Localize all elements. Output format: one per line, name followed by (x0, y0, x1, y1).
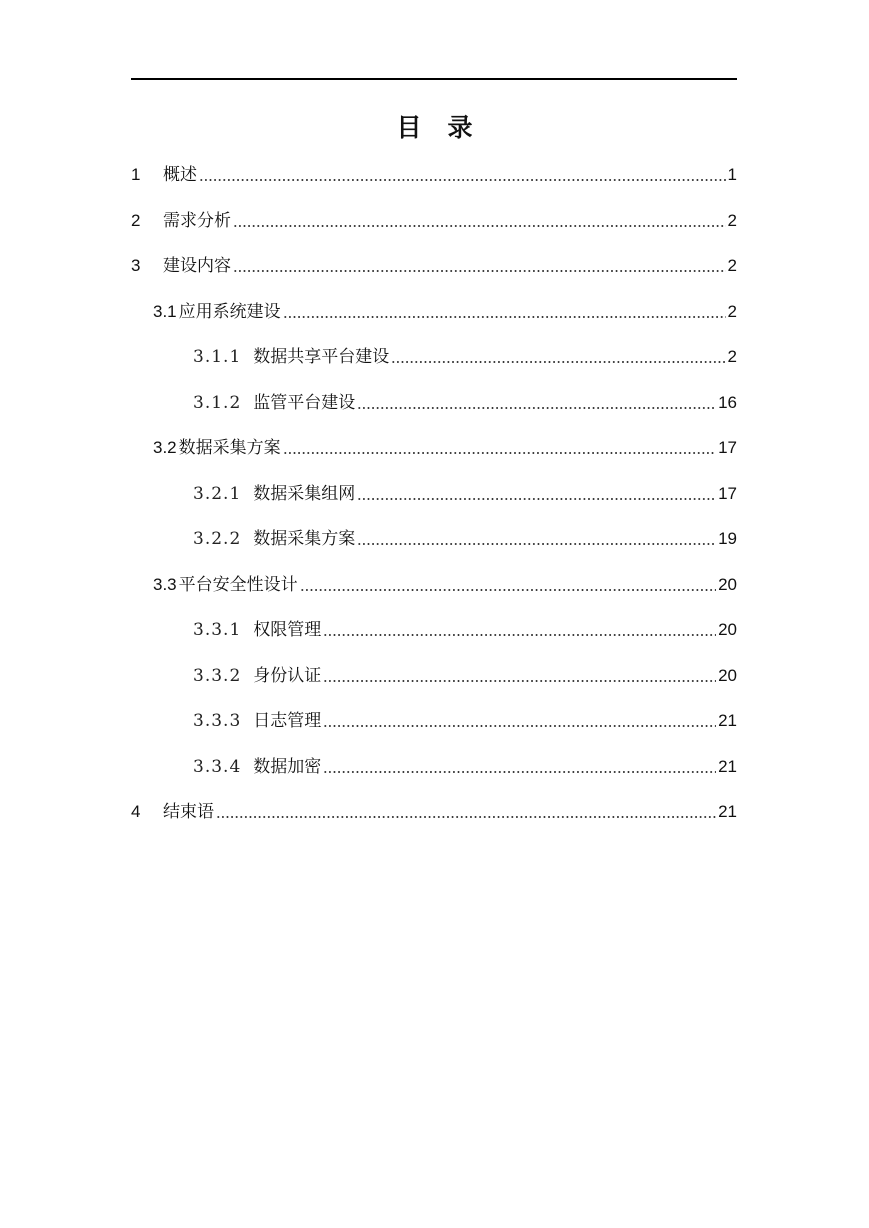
toc-entry-page: 2 (727, 210, 737, 230)
toc-entry-number: 3.2.2 (193, 529, 242, 549)
toc-entry-number: 3 (131, 256, 141, 275)
toc-entry-number: 3.3.1 (193, 620, 242, 640)
dot-leader (233, 269, 726, 273)
dot-leader (216, 815, 716, 819)
toc-entry-text: 身份认证 (253, 665, 322, 686)
toc-entry-page: 2 (727, 347, 737, 366)
toc-entry-3-1-2[interactable] (131, 384, 737, 414)
toc-entry-text: 建设内容 (163, 256, 231, 276)
toc-entry-number: 2 (131, 210, 141, 230)
dot-leader (323, 724, 716, 728)
toc-title-part2: 录 (447, 113, 473, 142)
toc-entry-page: 20 (718, 665, 737, 685)
toc-entry-page: 21 (718, 711, 737, 730)
toc-entry-number: 4 (131, 802, 141, 821)
toc-entry-page: 16 (718, 392, 737, 412)
toc-entry-3-3-3[interactable] (131, 702, 737, 732)
dot-leader (300, 588, 716, 592)
toc-entry-text: 数据加密 (253, 756, 322, 777)
dot-leader (283, 315, 726, 319)
toc-entry-number: 3.3.2 (193, 665, 242, 686)
toc-entry-number: 3.2.1 (193, 483, 242, 504)
dot-leader (357, 497, 716, 501)
toc-title (0, 108, 869, 144)
toc-entry-text: 日志管理 (253, 711, 322, 731)
toc-entry-text: 监管平台建设 (253, 392, 356, 413)
toc-entry-1[interactable] (131, 156, 737, 186)
toc-entry-number: 1 (131, 165, 141, 184)
toc-entry-2[interactable] (131, 202, 737, 232)
toc-entry-number: 3.3.3 (193, 711, 242, 731)
toc-entry-3-3-4[interactable] (131, 748, 737, 778)
dot-leader (323, 633, 716, 637)
dot-leader (233, 224, 726, 228)
toc-entry-3-1[interactable] (131, 293, 737, 323)
toc-entry-page: 2 (727, 256, 737, 275)
toc-entry-3[interactable] (131, 247, 737, 277)
toc-entry-3-3-1[interactable] (131, 611, 737, 641)
toc-entry-text: 权限管理 (253, 620, 322, 640)
toc-entry-number: 3.2 (153, 438, 177, 457)
toc-entry-3-2-2[interactable] (131, 520, 737, 550)
toc-entry-4[interactable] (131, 793, 737, 823)
dot-leader (323, 679, 716, 683)
toc-entry-3-1-1[interactable] (131, 338, 737, 368)
toc-entry-page: 21 (718, 802, 737, 821)
toc-entry-number: 3.3.4 (193, 756, 242, 777)
header-rule (131, 78, 737, 80)
dot-leader (323, 770, 716, 774)
toc-entry-page: 20 (718, 574, 737, 594)
toc-entry-number: 3.1 (153, 301, 177, 321)
toc-entry-page: 17 (718, 483, 737, 503)
dot-leader (391, 360, 725, 364)
toc-entry-page: 19 (718, 529, 737, 548)
toc-entry-text: 数据采集方案 (253, 529, 356, 549)
dot-leader (357, 406, 716, 410)
toc-entry-text: 概述 (163, 165, 197, 185)
toc-entry-text: 数据共享平台建设 (253, 347, 390, 367)
toc-entry-text: 数据采集方案 (178, 438, 281, 458)
toc-entry-text: 应用系统建设 (178, 301, 281, 322)
dot-leader (357, 542, 716, 546)
toc-entry-page: 20 (718, 620, 737, 639)
toc-entry-page: 2 (727, 301, 737, 321)
toc-entry-3-2[interactable] (131, 429, 737, 459)
toc-entry-text: 需求分析 (163, 210, 231, 231)
toc-entry-3-3[interactable] (131, 566, 737, 596)
toc-entry-3-3-2[interactable] (131, 657, 737, 687)
toc-entry-page: 17 (718, 438, 737, 457)
dot-leader (199, 178, 726, 182)
toc-entry-text: 平台安全性设计 (178, 574, 298, 595)
toc-entry-page: 21 (718, 756, 737, 776)
toc-entry-3-2-1[interactable] (131, 475, 737, 505)
toc-entry-number: 3.1.2 (193, 392, 242, 413)
toc-entry-number: 3.3 (153, 574, 177, 594)
toc-entry-text: 数据采集组网 (253, 483, 356, 504)
dot-leader (283, 451, 716, 455)
toc-title-part1: 目 (396, 113, 422, 142)
toc-entry-page: 1 (727, 165, 737, 184)
toc-entry-number: 3.1.1 (193, 347, 242, 367)
toc-entry-text: 结束语 (163, 802, 214, 822)
